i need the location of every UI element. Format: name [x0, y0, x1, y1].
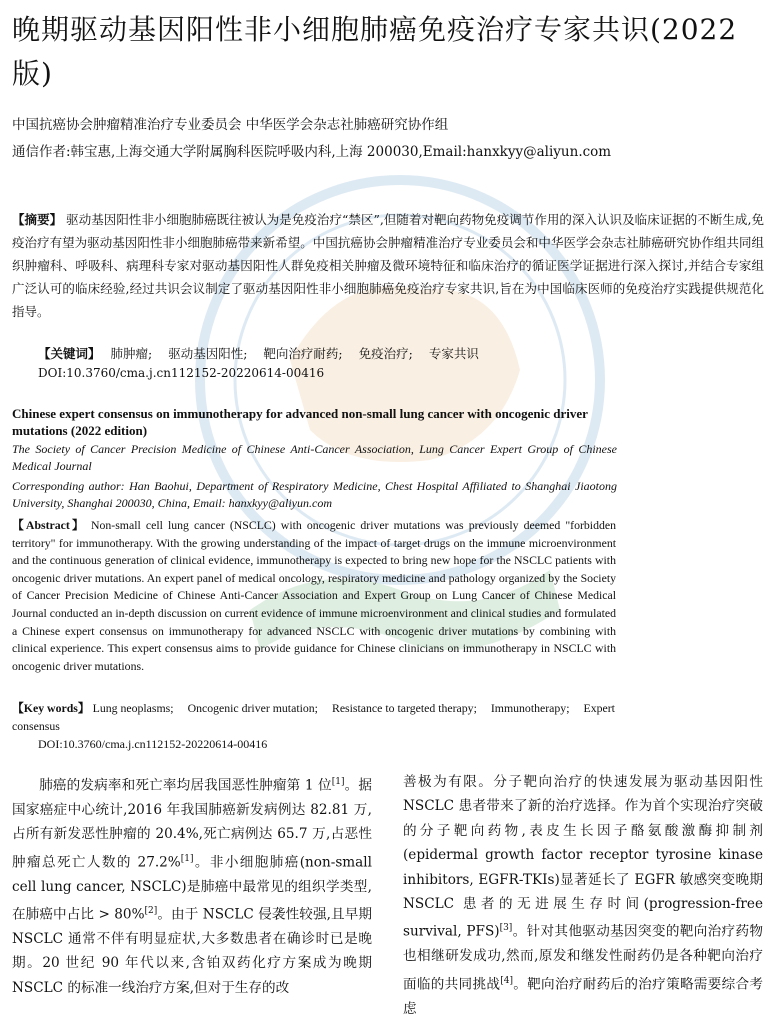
body-column-left — [12, 770, 372, 1000]
keywords-en — [12, 700, 616, 735]
abstract-en-label: 【Abstract】 — [12, 518, 86, 532]
keyword-en: Resistance to targeted therapy; — [331, 701, 477, 715]
keyword-en: Immunotherapy; — [490, 701, 570, 715]
keywords-cn-label: 【关键词】 — [38, 346, 101, 361]
english-title: Chinese expert consensus on immunotherapy for advanced non-small lung cancer with oncogenic driver mutations (2022 edition) — [12, 406, 588, 438]
citation: [1] — [331, 777, 345, 787]
body-text: 善极为有限。分子靶向治疗的快速发展为驱动基因阳性 NSCLC 患者带来了新的治疗选择。作为首个实现治疗突破的分子靶向药物,表皮生长因子酪氨酸激酶抑制剂(epidermal growth factor receptor tyrosine kinase inhibitors, EGFR-TKIs)显著延长了 EGFR 敏感突变晚期 NSCLC 患者的无进展生存时间(progression-free survival, PFS) — [403, 774, 763, 940]
keyword-en: Expert consensus — [12, 701, 615, 733]
abstract-cn — [12, 208, 764, 323]
keyword-cn: 专家共识 — [428, 346, 479, 361]
keyword-cn: 肺肿瘤; — [110, 346, 153, 361]
author-organizations: 中国抗癌协会肿瘤精准治疗专业委员会 中华医学会杂志社肺癌研究协作组 — [12, 117, 449, 133]
keyword-en: Oncogenic driver mutation; — [187, 701, 318, 715]
abstract-en-text: Non-small cell lung cancer (NSCLC) with oncogenic driver mutations was previously deemed "forbidden territory" for immunotherapy. With the growing understanding of the impact of target drugs on the immune microenvironment and the continuous generation of clinical evidence, immunotherapy is expected to bring new hope for the NSCLC patients with oncogenic driver mutations. An expert panel of medical oncology, respiratory medicine and pathology organized by the Society of Cancer Precision Medicine of Chinese Anti-Cancer Association and Expert Group on Lung Cancer of Chinese Medical Journal conducted an in-depth discussion on current evidence of immune microenvironment and clinical studies and formulated a Chinese expert consensus on immunotherapy for advanced NSCLC with oncogenic driver mutations by combining with clinical experience. This expert consensus aims to provide guidance for Chinese clinicians on immunotherapy in NSCLC with oncogenic driver mutations. — [12, 518, 617, 673]
body-text: 。非小细胞肺癌(non-small cell lung cancer, NSCLC)是肺癌中最常见的组织学类型,在肺癌中占比 > 80% — [12, 854, 372, 923]
keyword-cn: 靶向治疗耐药; — [263, 346, 343, 361]
body-text: 。靶向治疗耐药后的治疗策略需要综合考虑 — [403, 976, 764, 1017]
body-text: 。针对其他驱动基因突变的靶向治疗药物也相继研发成功,然而,原发和继发性耐药仍是各种靶向治疗面临的共同挑战 — [403, 923, 763, 993]
citation: [4] — [500, 975, 513, 986]
keywords-cn — [38, 343, 485, 365]
keywords-en-label: 【Key words】 — [12, 701, 90, 715]
english-society: The Society of Cancer Precision Medicine of Chinese Anti-Cancer Association, Lung Cancer Expert Group of Chinese Medical Journal — [12, 442, 617, 473]
abstract-cn-label: 【摘要】 — [12, 212, 63, 227]
body-text: 。由于 NSCLC 侵袭性较强,且早期 NSCLC 通常不伴有明显症状,大多数患者在确诊时已是晚期。20 世纪 90 年代以来,含铂双药化疗方案成为晚期 NSCLC 的标准一线治疗方案,但对于生存的改 — [12, 906, 373, 996]
body-text: 。据国家癌症中心统计,2016 年我国肺癌新发病例达 82.81 万,占所有新发恶性肿瘤的 20.4%,死亡病例达 65.7 万,占恶性肿瘤总死亡人数的 27.2% — [12, 777, 372, 871]
citation: [3] — [499, 923, 513, 934]
citation: [1] — [180, 853, 194, 864]
keyword-en: Lung neoplasms; — [92, 701, 174, 715]
body-text: 肺癌的发病率和死亡率均居我国恶性肿瘤第 1 位 — [39, 777, 332, 794]
paper-title: 晚期驱动基因阳性非小细胞肺癌免疫治疗专家共识(2022 版) — [12, 13, 738, 90]
keyword-cn: 驱动基因阳性; — [168, 346, 248, 361]
corresponding-author: 通信作者:韩宝惠,上海交通大学附属胸科医院呼吸内科,上海 200030,Email:hanxkyy@aliyun.com — [12, 144, 612, 160]
doi-cn: DOI:10.3760/cma.j.cn112152-20220614-00416 — [38, 366, 325, 380]
doi-en: DOI:10.3760/cma.j.cn112152-20220614-00416 — [38, 737, 268, 751]
body-column-right — [403, 770, 763, 1021]
abstract-cn-text: 驱动基因阳性非小细胞肺癌既往被认为是免疫治疗“禁区”,但随着对靶向药物免疫调节作用的深入认识及临床证据的不断生成,免疫治疗有望为驱动基因阳性非小细胞肺癌带来新希望。中国抗癌协会肿瘤精准治疗专业委员会和中华医学会杂志社肺癌研究协作组共同组织肿瘤科、呼吸科、病理科专家对驱动基因阳性人群免疫相关肿瘤及微环境特征和临床治疗的循证医学证据进行深入探讨,并结合专家组广泛认可的临床经验,经过共识会议制定了驱动基因阳性非小细胞肺癌免疫治疗专家共识,旨在为中国临床医师的免疫治疗实践提供规范化指导。 — [12, 212, 764, 319]
citation: [2] — [144, 906, 158, 917]
keyword-cn: 免疫治疗; — [358, 346, 413, 361]
abstract-en — [12, 517, 616, 675]
author-block — [12, 112, 762, 166]
english-corresponding-author: Corresponding author: Han Baohui, Department of Respiratory Medicine, Chest Hospital Affiliated to Shanghai Jiaotong University, Shanghai 200030, China, Email: hanxkyy@aliyun.com — [12, 479, 617, 510]
